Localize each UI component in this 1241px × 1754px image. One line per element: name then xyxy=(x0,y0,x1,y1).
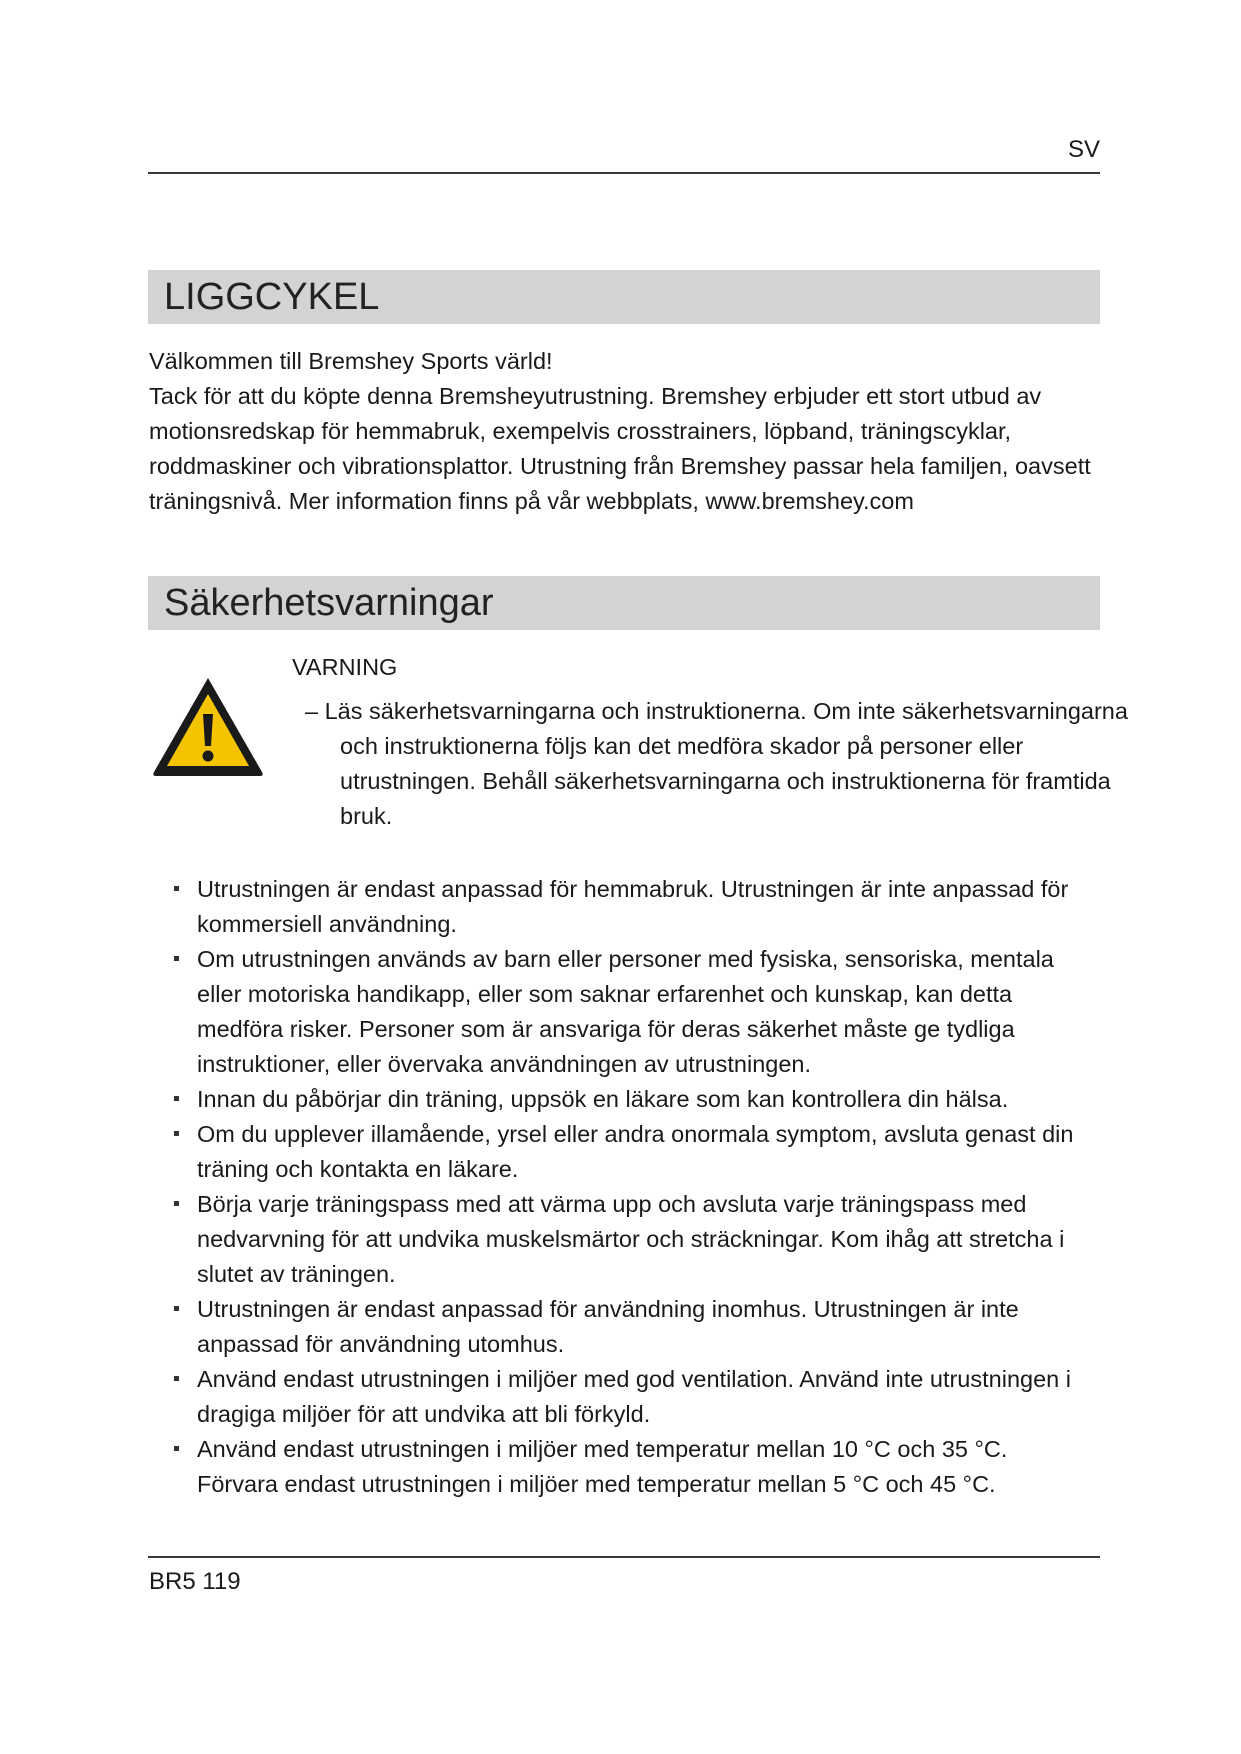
language-code: SV xyxy=(1067,136,1100,163)
list-item: Om du upplever illamående, yrsel eller andra onormala symptom, avsluta genast din träning och kontakta en läkare. xyxy=(152,1117,1092,1187)
bullet-icon xyxy=(174,1432,197,1467)
bullet-icon xyxy=(174,942,197,977)
safety-list xyxy=(152,872,1092,1502)
section-title: LIGGCYKEL xyxy=(164,276,380,318)
bullet-icon xyxy=(174,1292,197,1327)
warning-triangle-icon xyxy=(150,674,266,778)
bullet-icon xyxy=(174,1117,197,1152)
list-item: Utrustningen är endast anpassad för användning inomhus. Utrustningen är inte anpassad för användning utomhus. xyxy=(152,1292,1092,1362)
warning-text: – Läs säkerhetsvarningarna och instruktionerna. Om inte säkerhetsvarningarna och instruktionerna följs kan det medföra skador på personer eller utrustningen. Behåll säkerhetsvarningarna och instruktionerna för framtida bruk. xyxy=(305,698,1128,829)
list-item: Innan du påbörjar din träning, uppsök en läkare som kan kontrollera din hälsa. xyxy=(152,1082,1092,1117)
bullet-icon xyxy=(174,872,197,907)
bullet-icon xyxy=(174,1362,197,1397)
bullet-icon xyxy=(174,1082,197,1117)
bullet-icon xyxy=(174,1187,197,1222)
section-title-bar xyxy=(148,270,1100,324)
header-rule xyxy=(148,172,1100,174)
list-item: Använd endast utrustningen i miljöer med god ventilation. Använd inte utrustningen i dragiga miljöer för att undvika att bli förkyld. xyxy=(152,1362,1092,1432)
list-item: Om utrustningen används av barn eller personer med fysiska, sensoriska, mentala eller motoriska handikapp, eller som saknar erfarenhet och kunskap, kan detta medföra risker. Personer som är ansvariga för deras säkerhet måste ge tydliga instruktioner, eller övervaka användningen av utrustningen. xyxy=(152,942,1092,1082)
list-item: Utrustningen är endast anpassad för hemmabruk. Utrustningen är inte anpassad för kommersiell användning. xyxy=(152,872,1092,942)
list-item: Börja varje träningspass med att värma upp och avsluta varje träningspass med nedvarvning för att undvika muskelsmärtor och sträckningar. Kom ihåg att stretcha i slutet av träningen. xyxy=(152,1187,1092,1292)
model-number: BR5 119 xyxy=(149,1568,241,1595)
intro-paragraph: Tack för att du köpte denna Bremsheyutrustning. Bremshey erbjuder ett stort utbud av motionsredskap för hemmabruk, exempelvis crosstrainers, löpband, träningscyklar, roddmaskiner och vibrationsplattor. Utrustning från Bremshey passar hela familjen, oavsett träningsnivå. Mer information finns på vår webbplats, www.bremshey.com xyxy=(149,383,1091,514)
warning-title: VARNING xyxy=(292,654,398,680)
footer-rule xyxy=(148,1556,1100,1558)
safety-title: Säkerhetsvarningar xyxy=(164,582,494,624)
safety-title-bar xyxy=(148,576,1100,630)
welcome-line: Välkommen till Bremshey Sports värld! xyxy=(149,348,553,374)
intro-text xyxy=(149,344,1099,519)
list-item: Använd endast utrustningen i miljöer med temperatur mellan 10 °C och 35 °C. Förvara endast utrustningen i miljöer med temperatur mellan 5 °C och 45 °C. xyxy=(152,1432,1092,1502)
